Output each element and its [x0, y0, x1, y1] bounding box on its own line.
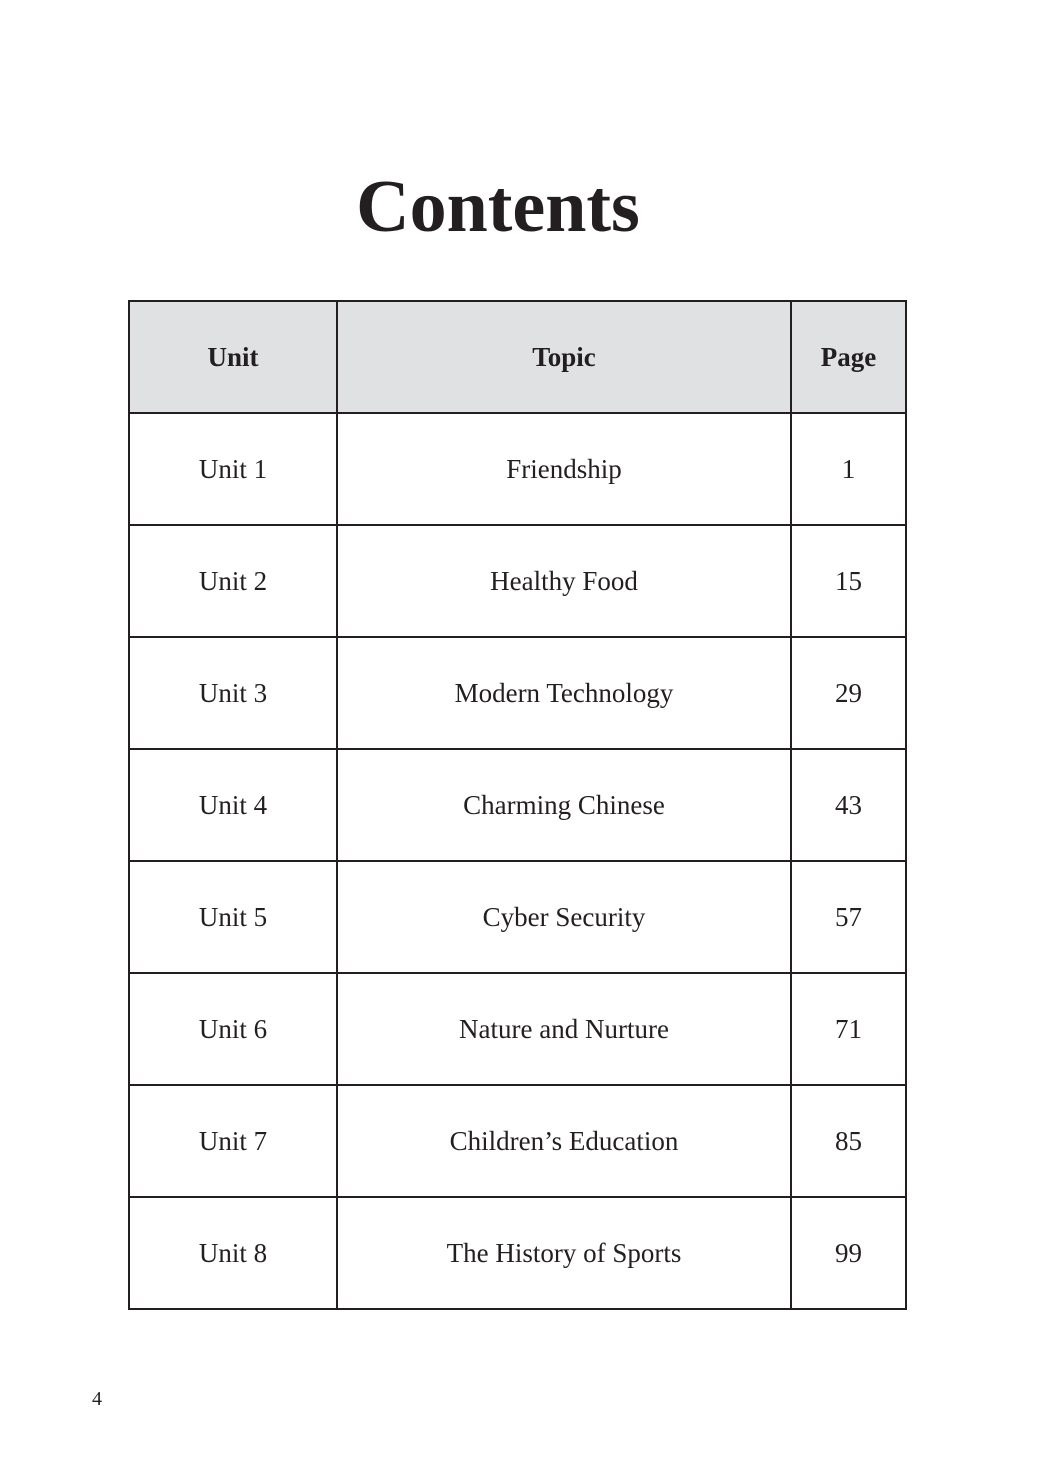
contents-table-header	[129, 301, 906, 413]
page-cell: 15	[791, 525, 906, 637]
topic-cell: Nature and Nurture	[337, 973, 791, 1085]
topic-cell: Charming Chinese	[337, 749, 791, 861]
header-row	[129, 301, 906, 413]
table-row	[129, 861, 906, 973]
table-row	[129, 973, 906, 1085]
topic-cell: Children’s Education	[337, 1085, 791, 1197]
page-number: 4	[92, 1388, 102, 1410]
table-row	[129, 637, 906, 749]
table-row	[129, 1197, 906, 1309]
unit-cell: Unit 8	[129, 1197, 337, 1309]
page-cell: 1	[791, 413, 906, 525]
header-topic: Topic	[337, 301, 791, 413]
unit-cell: Unit 7	[129, 1085, 337, 1197]
header-page: Page	[791, 301, 906, 413]
page-cell: 57	[791, 861, 906, 973]
page-cell: 85	[791, 1085, 906, 1197]
page-cell: 29	[791, 637, 906, 749]
unit-cell: Unit 6	[129, 973, 337, 1085]
unit-cell: Unit 3	[129, 637, 337, 749]
unit-cell: Unit 2	[129, 525, 337, 637]
contents-table-body	[129, 413, 906, 1309]
unit-cell: Unit 4	[129, 749, 337, 861]
page-title: Contents	[356, 166, 640, 248]
topic-cell: Healthy Food	[337, 525, 791, 637]
unit-cell: Unit 5	[129, 861, 337, 973]
page-cell: 99	[791, 1197, 906, 1309]
table-row	[129, 1085, 906, 1197]
header-unit: Unit	[129, 301, 337, 413]
table-row	[129, 749, 906, 861]
page-cell: 71	[791, 973, 906, 1085]
topic-cell: Modern Technology	[337, 637, 791, 749]
topic-cell: The History of Sports	[337, 1197, 791, 1309]
table-row	[129, 413, 906, 525]
topic-cell: Cyber Security	[337, 861, 791, 973]
table-row	[129, 525, 906, 637]
topic-cell: Friendship	[337, 413, 791, 525]
contents-table	[128, 300, 907, 1310]
page-cell: 43	[791, 749, 906, 861]
unit-cell: Unit 1	[129, 413, 337, 525]
